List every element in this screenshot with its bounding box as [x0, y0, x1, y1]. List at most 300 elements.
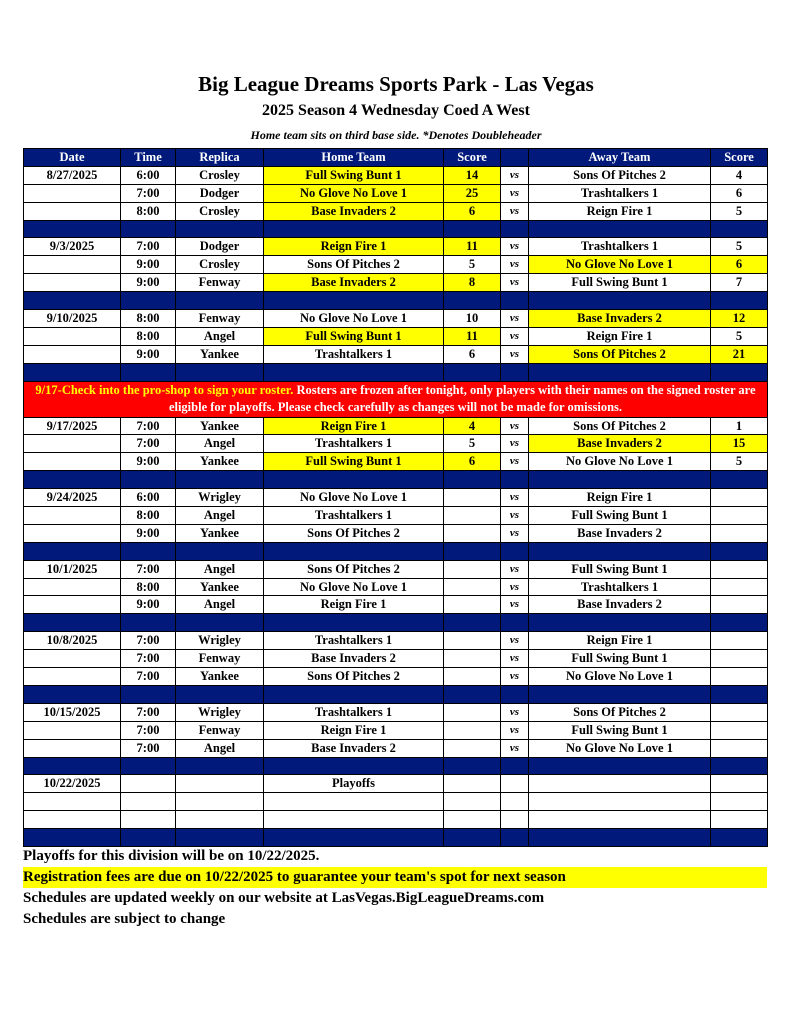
roster-notice — [24, 381, 768, 417]
date-cell: 9/24/2025 — [24, 489, 121, 507]
date-cell — [24, 739, 121, 757]
away-team-cell: Full Swing Bunt 1 — [529, 650, 711, 668]
footer-registration-line: Registration fees are due on 10/22/2025 to guarantee your team's spot for next season — [23, 867, 767, 888]
vs-cell: vs — [501, 578, 529, 596]
home-score-cell — [444, 596, 501, 614]
separator-cell — [121, 471, 176, 489]
time-cell: 7:00 — [121, 238, 176, 256]
away-score-cell: 6 — [711, 184, 768, 202]
vs-cell: vs — [501, 524, 529, 542]
time-cell: 9:00 — [121, 256, 176, 274]
separator-cell — [711, 292, 768, 310]
time-cell — [121, 811, 176, 829]
home-team-cell: Trashtalkers 1 — [264, 703, 444, 721]
col-time: Time — [121, 149, 176, 167]
separator-cell — [24, 471, 121, 489]
separator-cell — [444, 471, 501, 489]
col-date: Date — [24, 149, 121, 167]
date-cell — [24, 811, 121, 829]
separator-cell — [264, 757, 444, 775]
home-team-cell: Base Invaders 2 — [264, 202, 444, 220]
replica-cell: Angel — [176, 327, 264, 345]
vs-cell: vs — [501, 560, 529, 578]
vs-cell: vs — [501, 703, 529, 721]
separator-cell — [501, 757, 529, 775]
separator-cell — [501, 685, 529, 703]
date-cell — [24, 256, 121, 274]
time-cell: 7:00 — [121, 739, 176, 757]
home-score-cell: 4 — [444, 417, 501, 435]
separator-cell — [264, 471, 444, 489]
away-team-cell: Reign Fire 1 — [529, 327, 711, 345]
separator-cell — [24, 614, 121, 632]
home-team-cell: Trashtalkers 1 — [264, 435, 444, 453]
separator-cell — [121, 685, 176, 703]
home-team-cell: Sons Of Pitches 2 — [264, 524, 444, 542]
away-team-cell: Sons Of Pitches 2 — [529, 345, 711, 363]
replica-cell — [176, 793, 264, 811]
away-team-cell: Reign Fire 1 — [529, 632, 711, 650]
separator-cell — [444, 685, 501, 703]
home-score-cell — [444, 739, 501, 757]
vs-cell: vs — [501, 166, 529, 184]
separator-cell — [176, 757, 264, 775]
vs-cell: vs — [501, 256, 529, 274]
notice-highlight: Check into the pro-shop to sign your roster. — [61, 383, 294, 398]
replica-cell: Wrigley — [176, 632, 264, 650]
away-score-cell: 6 — [711, 256, 768, 274]
home-score-cell — [444, 668, 501, 686]
separator-cell — [711, 220, 768, 238]
home-score-cell — [444, 507, 501, 525]
separator-cell — [711, 829, 768, 847]
col-home-score: Score — [444, 149, 501, 167]
game-row — [24, 811, 768, 829]
replica-cell: Angel — [176, 435, 264, 453]
away-score-cell — [711, 775, 768, 793]
time-cell — [121, 775, 176, 793]
separator-cell — [176, 614, 264, 632]
date-cell — [24, 202, 121, 220]
home-score-cell: 25 — [444, 184, 501, 202]
week-separator — [24, 471, 768, 489]
date-cell: 9/17/2025 — [24, 417, 121, 435]
separator-cell — [24, 829, 121, 847]
home-score-cell — [444, 560, 501, 578]
separator-cell — [501, 292, 529, 310]
replica-cell: Wrigley — [176, 703, 264, 721]
away-score-cell: 5 — [711, 327, 768, 345]
time-cell: 9:00 — [121, 524, 176, 542]
home-score-cell — [444, 793, 501, 811]
separator-cell — [529, 292, 711, 310]
time-cell: 7:00 — [121, 560, 176, 578]
home-team-cell: Full Swing Bunt 1 — [264, 327, 444, 345]
separator-cell — [711, 757, 768, 775]
footer-playoffs-line: Playoffs for this division will be on 10/22/2025. — [23, 848, 320, 864]
date-cell: 10/15/2025 — [24, 703, 121, 721]
away-score-cell — [711, 793, 768, 811]
separator-cell — [24, 220, 121, 238]
page-title: Big League Dreams Sports Park - Las Vegas — [198, 72, 594, 96]
replica-cell — [176, 775, 264, 793]
away-score-cell — [711, 739, 768, 757]
home-team-cell: Base Invaders 2 — [264, 274, 444, 292]
header-row — [24, 149, 768, 167]
season-subtitle: 2025 Season 4 Wednesday Coed A West — [262, 102, 530, 119]
date-cell: 9/10/2025 — [24, 310, 121, 328]
home-team-cell: Reign Fire 1 — [264, 238, 444, 256]
away-score-cell: 15 — [711, 435, 768, 453]
vs-cell: vs — [501, 739, 529, 757]
game-row — [24, 184, 768, 202]
home-score-cell — [444, 721, 501, 739]
game-row — [24, 560, 768, 578]
separator-cell — [501, 220, 529, 238]
separator-cell — [24, 757, 121, 775]
separator-cell — [24, 363, 121, 381]
date-cell — [24, 596, 121, 614]
time-cell: 6:00 — [121, 166, 176, 184]
separator-cell — [121, 363, 176, 381]
separator-cell — [121, 220, 176, 238]
away-score-cell: 7 — [711, 274, 768, 292]
date-cell — [24, 435, 121, 453]
away-team-cell — [529, 811, 711, 829]
separator-cell — [176, 471, 264, 489]
away-team-cell: No Glove No Love 1 — [529, 739, 711, 757]
date-cell: 10/8/2025 — [24, 632, 121, 650]
date-cell: 10/1/2025 — [24, 560, 121, 578]
vs-cell: vs — [501, 721, 529, 739]
date-cell — [24, 793, 121, 811]
col-replica: Replica — [176, 149, 264, 167]
replica-cell: Angel — [176, 560, 264, 578]
game-row — [24, 703, 768, 721]
date-cell — [24, 524, 121, 542]
replica-cell: Fenway — [176, 274, 264, 292]
separator-cell — [529, 471, 711, 489]
away-team-cell — [529, 793, 711, 811]
game-row — [24, 202, 768, 220]
date-cell — [24, 578, 121, 596]
vs-cell: vs — [501, 184, 529, 202]
separator-cell — [264, 614, 444, 632]
away-score-cell — [711, 507, 768, 525]
separator-cell — [711, 542, 768, 560]
date-cell: 8/27/2025 — [24, 166, 121, 184]
separator-cell — [264, 220, 444, 238]
away-score-cell — [711, 560, 768, 578]
away-score-cell: 1 — [711, 417, 768, 435]
separator-cell — [529, 542, 711, 560]
game-row — [24, 524, 768, 542]
home-score-cell: 6 — [444, 345, 501, 363]
home-score-cell: 10 — [444, 310, 501, 328]
separator-cell — [24, 685, 121, 703]
time-cell: 7:00 — [121, 721, 176, 739]
time-cell: 9:00 — [121, 453, 176, 471]
away-team-cell: Sons Of Pitches 2 — [529, 703, 711, 721]
footer-change-line: Schedules are subject to change — [23, 911, 226, 927]
home-team-note: Home team sits on third base side. *Denotes Doubleheader — [250, 128, 542, 142]
replica-cell: Wrigley — [176, 489, 264, 507]
vs-cell: vs — [501, 507, 529, 525]
schedule-table — [23, 148, 768, 847]
separator-cell — [176, 292, 264, 310]
home-team-cell: No Glove No Love 1 — [264, 489, 444, 507]
home-score-cell: 6 — [444, 453, 501, 471]
home-team-cell: Sons Of Pitches 2 — [264, 560, 444, 578]
separator-cell — [529, 363, 711, 381]
home-team-cell: Trashtalkers 1 — [264, 632, 444, 650]
replica-cell: Yankee — [176, 453, 264, 471]
week-separator — [24, 363, 768, 381]
vs-cell: vs — [501, 345, 529, 363]
game-row — [24, 256, 768, 274]
game-row — [24, 166, 768, 184]
home-team-cell — [264, 811, 444, 829]
away-team-cell: Trashtalkers 1 — [529, 184, 711, 202]
vs-cell: vs — [501, 435, 529, 453]
separator-cell — [264, 685, 444, 703]
home-team-cell: Reign Fire 1 — [264, 596, 444, 614]
game-row — [24, 453, 768, 471]
date-cell — [24, 184, 121, 202]
time-cell: 8:00 — [121, 202, 176, 220]
away-team-cell: Full Swing Bunt 1 — [529, 721, 711, 739]
replica-cell: Yankee — [176, 417, 264, 435]
separator-cell — [444, 542, 501, 560]
home-score-cell — [444, 650, 501, 668]
replica-cell: Yankee — [176, 524, 264, 542]
home-score-cell — [444, 578, 501, 596]
col-away-team: Away Team — [529, 149, 711, 167]
time-cell: 9:00 — [121, 596, 176, 614]
separator-cell — [444, 614, 501, 632]
away-score-cell: 21 — [711, 345, 768, 363]
col-away-score: Score — [711, 149, 768, 167]
replica-cell — [176, 811, 264, 829]
col-vs — [501, 149, 529, 167]
separator-cell — [121, 614, 176, 632]
home-team-cell — [264, 793, 444, 811]
footer — [23, 846, 767, 930]
game-row — [24, 596, 768, 614]
game-row — [24, 775, 768, 793]
separator-cell — [529, 757, 711, 775]
replica-cell: Yankee — [176, 578, 264, 596]
vs-cell: vs — [501, 489, 529, 507]
replica-cell: Angel — [176, 507, 264, 525]
separator-cell — [24, 292, 121, 310]
vs-cell — [501, 811, 529, 829]
vs-cell: vs — [501, 274, 529, 292]
away-score-cell — [711, 668, 768, 686]
game-row — [24, 650, 768, 668]
vs-cell — [501, 793, 529, 811]
game-row — [24, 417, 768, 435]
home-score-cell: 5 — [444, 435, 501, 453]
separator-cell — [711, 614, 768, 632]
separator-cell — [121, 292, 176, 310]
vs-cell: vs — [501, 310, 529, 328]
away-score-cell: 5 — [711, 238, 768, 256]
week-separator — [24, 757, 768, 775]
separator-cell — [121, 542, 176, 560]
home-team-cell: Base Invaders 2 — [264, 650, 444, 668]
date-cell — [24, 650, 121, 668]
game-row — [24, 327, 768, 345]
separator-cell — [529, 614, 711, 632]
separator-cell — [529, 829, 711, 847]
vs-cell — [501, 775, 529, 793]
home-team-cell: Reign Fire 1 — [264, 417, 444, 435]
home-score-cell — [444, 524, 501, 542]
away-team-cell: No Glove No Love 1 — [529, 453, 711, 471]
separator-cell — [501, 829, 529, 847]
time-cell: 7:00 — [121, 435, 176, 453]
game-row — [24, 310, 768, 328]
home-score-cell: 14 — [444, 166, 501, 184]
away-score-cell — [711, 650, 768, 668]
home-score-cell — [444, 489, 501, 507]
vs-cell: vs — [501, 202, 529, 220]
game-row — [24, 793, 768, 811]
week-separator — [24, 614, 768, 632]
date-cell — [24, 668, 121, 686]
separator-cell — [264, 292, 444, 310]
home-team-cell: Trashtalkers 1 — [264, 345, 444, 363]
replica-cell: Yankee — [176, 345, 264, 363]
game-row — [24, 578, 768, 596]
separator-cell — [264, 829, 444, 847]
time-cell: 9:00 — [121, 274, 176, 292]
replica-cell: Crosley — [176, 256, 264, 274]
separator-cell — [501, 363, 529, 381]
away-score-cell — [711, 632, 768, 650]
time-cell: 7:00 — [121, 184, 176, 202]
vs-cell: vs — [501, 327, 529, 345]
separator-cell — [529, 220, 711, 238]
home-team-cell: No Glove No Love 1 — [264, 310, 444, 328]
separator-cell — [711, 471, 768, 489]
away-team-cell: Trashtalkers 1 — [529, 238, 711, 256]
time-cell: 8:00 — [121, 578, 176, 596]
time-cell: 8:00 — [121, 327, 176, 345]
separator-cell — [711, 685, 768, 703]
vs-cell: vs — [501, 453, 529, 471]
game-row — [24, 274, 768, 292]
separator-cell — [176, 220, 264, 238]
game-row — [24, 238, 768, 256]
date-cell: 9/3/2025 — [24, 238, 121, 256]
time-cell: 7:00 — [121, 417, 176, 435]
schedule-body — [24, 166, 768, 846]
away-team-cell: Sons Of Pitches 2 — [529, 166, 711, 184]
time-cell: 8:00 — [121, 310, 176, 328]
replica-cell: Fenway — [176, 310, 264, 328]
game-row — [24, 435, 768, 453]
week-separator — [24, 685, 768, 703]
game-row — [24, 632, 768, 650]
time-cell: 8:00 — [121, 507, 176, 525]
time-cell: 7:00 — [121, 703, 176, 721]
replica-cell: Dodger — [176, 238, 264, 256]
away-score-cell — [711, 703, 768, 721]
footer-website-line: Schedules are updated weekly on our website at LasVegas.BigLeagueDreams.com — [23, 890, 545, 906]
game-row — [24, 507, 768, 525]
game-row — [24, 489, 768, 507]
home-team-cell: Sons Of Pitches 2 — [264, 256, 444, 274]
replica-cell: Fenway — [176, 721, 264, 739]
separator-cell — [501, 542, 529, 560]
home-score-cell: 6 — [444, 202, 501, 220]
separator-cell — [24, 542, 121, 560]
home-team-cell: Sons Of Pitches 2 — [264, 668, 444, 686]
separator-cell — [529, 685, 711, 703]
separator-cell — [176, 542, 264, 560]
separator-cell — [444, 363, 501, 381]
separator-cell — [444, 829, 501, 847]
home-team-cell: Playoffs — [264, 775, 444, 793]
away-team-cell: Base Invaders 2 — [529, 435, 711, 453]
away-team-cell: Reign Fire 1 — [529, 489, 711, 507]
week-separator — [24, 829, 768, 847]
replica-cell: Yankee — [176, 668, 264, 686]
home-score-cell — [444, 632, 501, 650]
home-team-cell: No Glove No Love 1 — [264, 578, 444, 596]
away-team-cell: Full Swing Bunt 1 — [529, 507, 711, 525]
home-score-cell: 8 — [444, 274, 501, 292]
away-score-cell: 5 — [711, 453, 768, 471]
game-row — [24, 721, 768, 739]
separator-cell — [176, 685, 264, 703]
home-team-cell: Trashtalkers 1 — [264, 507, 444, 525]
time-cell: 7:00 — [121, 632, 176, 650]
away-score-cell — [711, 596, 768, 614]
away-score-cell: 12 — [711, 310, 768, 328]
away-team-cell: No Glove No Love 1 — [529, 256, 711, 274]
separator-cell — [501, 471, 529, 489]
vs-cell: vs — [501, 632, 529, 650]
replica-cell: Dodger — [176, 184, 264, 202]
home-score-cell — [444, 775, 501, 793]
away-score-cell — [711, 524, 768, 542]
vs-cell: vs — [501, 650, 529, 668]
away-score-cell — [711, 489, 768, 507]
home-score-cell — [444, 811, 501, 829]
separator-cell — [264, 542, 444, 560]
away-team-cell: Sons Of Pitches 2 — [529, 417, 711, 435]
date-cell — [24, 345, 121, 363]
date-cell — [24, 507, 121, 525]
home-team-cell: Reign Fire 1 — [264, 721, 444, 739]
home-score-cell: 5 — [444, 256, 501, 274]
vs-cell: vs — [501, 668, 529, 686]
home-score-cell — [444, 703, 501, 721]
week-separator — [24, 292, 768, 310]
separator-cell — [176, 363, 264, 381]
time-cell: 6:00 — [121, 489, 176, 507]
date-cell: 10/22/2025 — [24, 775, 121, 793]
notice-date: 9/17- — [35, 383, 62, 398]
away-team-cell: Trashtalkers 1 — [529, 578, 711, 596]
away-score-cell — [711, 578, 768, 596]
home-score-cell: 11 — [444, 327, 501, 345]
time-cell: 7:00 — [121, 668, 176, 686]
separator-cell — [264, 363, 444, 381]
